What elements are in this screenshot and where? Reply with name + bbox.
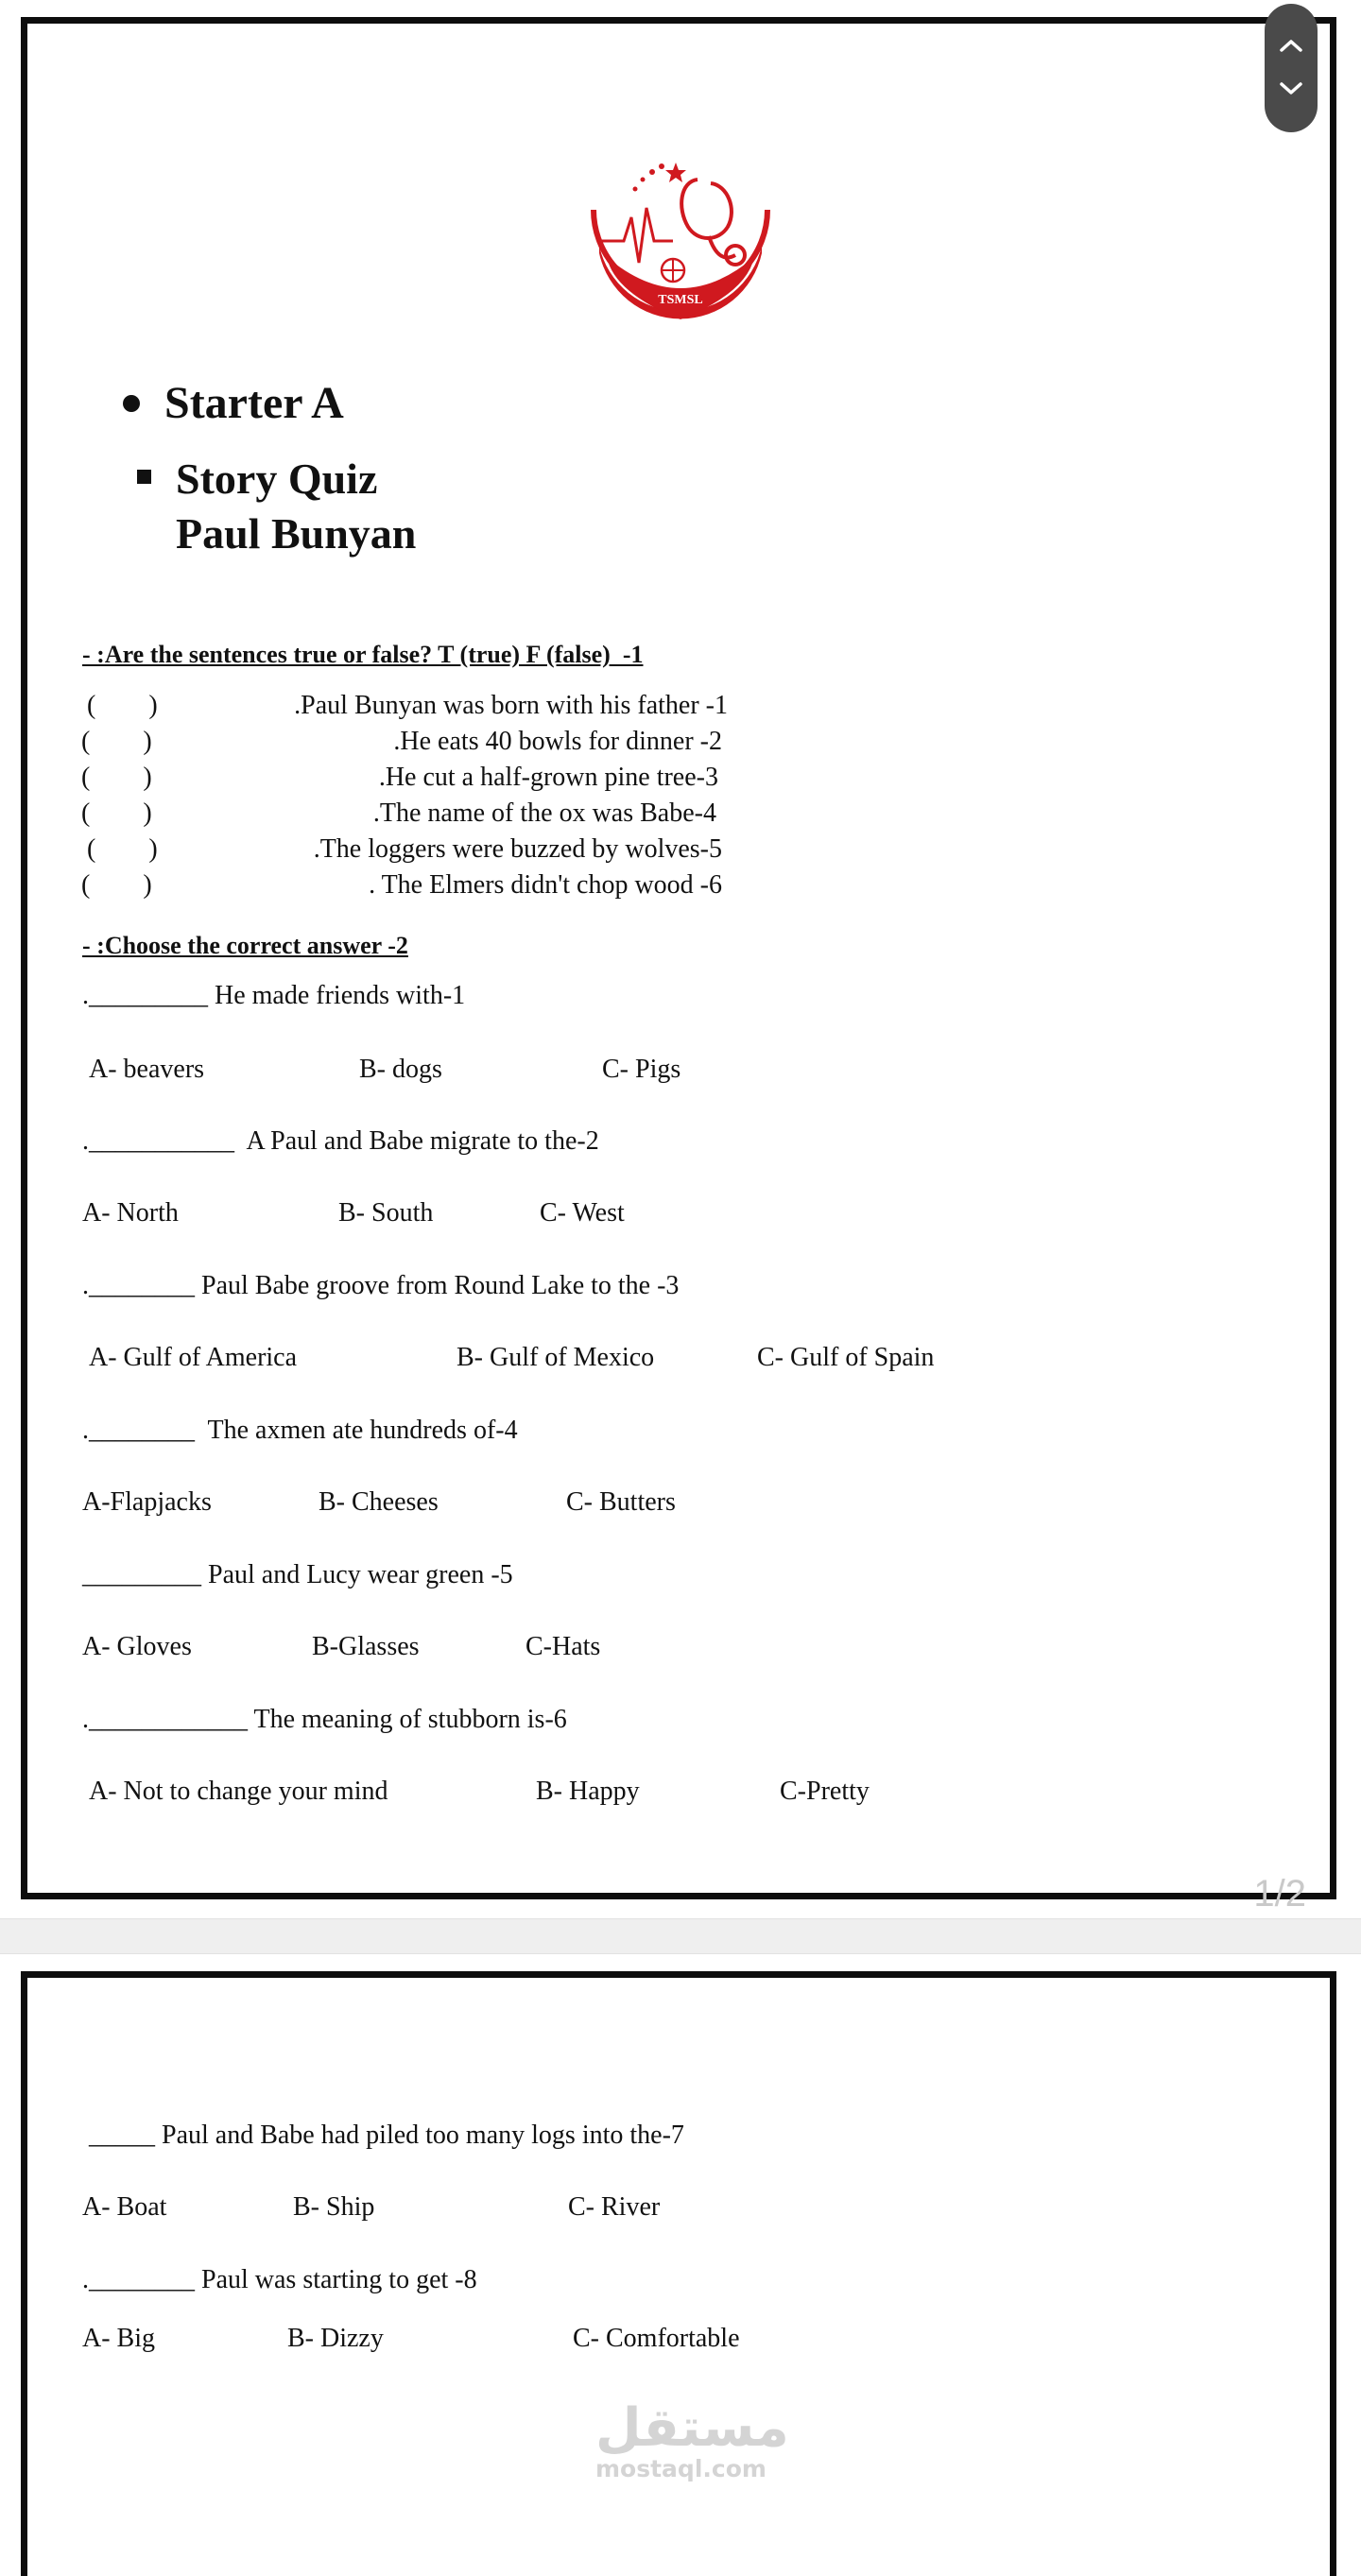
chevron-up-icon[interactable]	[1278, 36, 1304, 55]
tf-blank: ( )	[81, 727, 152, 756]
option-a: A- Big	[82, 2324, 155, 2353]
option-c: C- Butters	[566, 1487, 676, 1517]
question-8: .________ Paul was starting to get -8	[82, 2265, 477, 2294]
option-a: A- beavers	[89, 1055, 205, 1084]
option-c: C- Pigs	[602, 1055, 681, 1084]
watermark-arabic: مستقل	[595, 2397, 789, 2459]
option-c: C-Hats	[525, 1632, 601, 1661]
tf-statement: . The Elmers didn't chop wood -6	[369, 870, 722, 900]
medical-logo-icon	[586, 151, 775, 326]
section1-title: - :Are the sentences true or false? T (true) F (false) -1	[82, 641, 644, 668]
option-a: A-Flapjacks	[82, 1487, 212, 1517]
option-c: C- Comfortable	[573, 2324, 740, 2353]
question-5: _________ Paul and Lucy wear green -5	[82, 1560, 513, 1589]
option-a: A- Not to change your mind	[89, 1777, 388, 1806]
question-2: .___________ A Paul and Babe migrate to the-2	[82, 1126, 599, 1156]
option-c: C-Pretty	[780, 1777, 870, 1806]
watermark	[595, 2397, 789, 2482]
question-1: ._________ He made friends with-1	[82, 981, 466, 1010]
option-b: B- dogs	[359, 1055, 442, 1084]
heading-story-quiz: Story Quiz	[176, 455, 378, 503]
school-logo	[586, 151, 775, 326]
bullet-dot-icon	[123, 395, 140, 412]
option-b: B- Cheeses	[319, 1487, 439, 1517]
option-a: A- Gulf of America	[89, 1343, 298, 1372]
tf-statement: .He cut a half-grown pine tree-3	[378, 763, 718, 792]
tf-blank: ( )	[81, 870, 152, 900]
option-c: C- West	[540, 1198, 625, 1228]
page-indicator: 1/2	[1253, 1873, 1306, 1915]
option-c: C- River	[568, 2192, 661, 2222]
tf-blank: ( )	[87, 834, 158, 864]
watermark-latin: mostaql.com	[595, 2455, 767, 2482]
option-b: B- Gulf of Mexico	[457, 1343, 655, 1372]
option-b: B-Glasses	[312, 1632, 420, 1661]
section2-title: - :Choose the correct answer -2	[82, 932, 408, 959]
heading-starter: Starter A	[164, 378, 344, 428]
option-b: B- Ship	[293, 2192, 375, 2222]
option-c: C- Gulf of Spain	[757, 1343, 935, 1372]
bullet-square-icon	[137, 470, 151, 484]
tf-statement: .Paul Bunyan was born with his father -1	[294, 691, 728, 720]
page-scroll-controls	[1265, 4, 1318, 132]
heading-story-title: Paul Bunyan	[176, 509, 417, 558]
option-a: A- Boat	[82, 2192, 167, 2222]
tf-statement: .The name of the ox was Babe-4	[372, 799, 716, 828]
tf-statement: .He eats 40 bowls for dinner -2	[393, 727, 722, 756]
option-a: A- North	[82, 1198, 179, 1228]
tf-blank: ( )	[87, 691, 158, 720]
tf-blank: ( )	[81, 799, 152, 828]
question-4: .________ The axmen ate hundreds of-4	[82, 1416, 518, 1445]
question-7: _____ Paul and Babe had piled too many logs into the-7	[89, 2121, 684, 2150]
tf-statement: .The loggers were buzzed by wolves-5	[313, 834, 722, 864]
page-separator	[0, 1918, 1361, 1954]
option-a: A- Gloves	[82, 1632, 192, 1661]
question-6: .____________ The meaning of stubborn is-6	[82, 1705, 567, 1734]
question-3: .________ Paul Babe groove from Round Lake to the -3	[82, 1271, 680, 1300]
chevron-down-icon[interactable]	[1278, 79, 1304, 98]
svg-text:TSMSL: TSMSL	[658, 293, 703, 307]
option-b: B- South	[338, 1198, 434, 1228]
option-b: B- Happy	[536, 1777, 640, 1806]
tf-blank: ( )	[81, 763, 152, 792]
option-b: B- Dizzy	[287, 2324, 384, 2353]
